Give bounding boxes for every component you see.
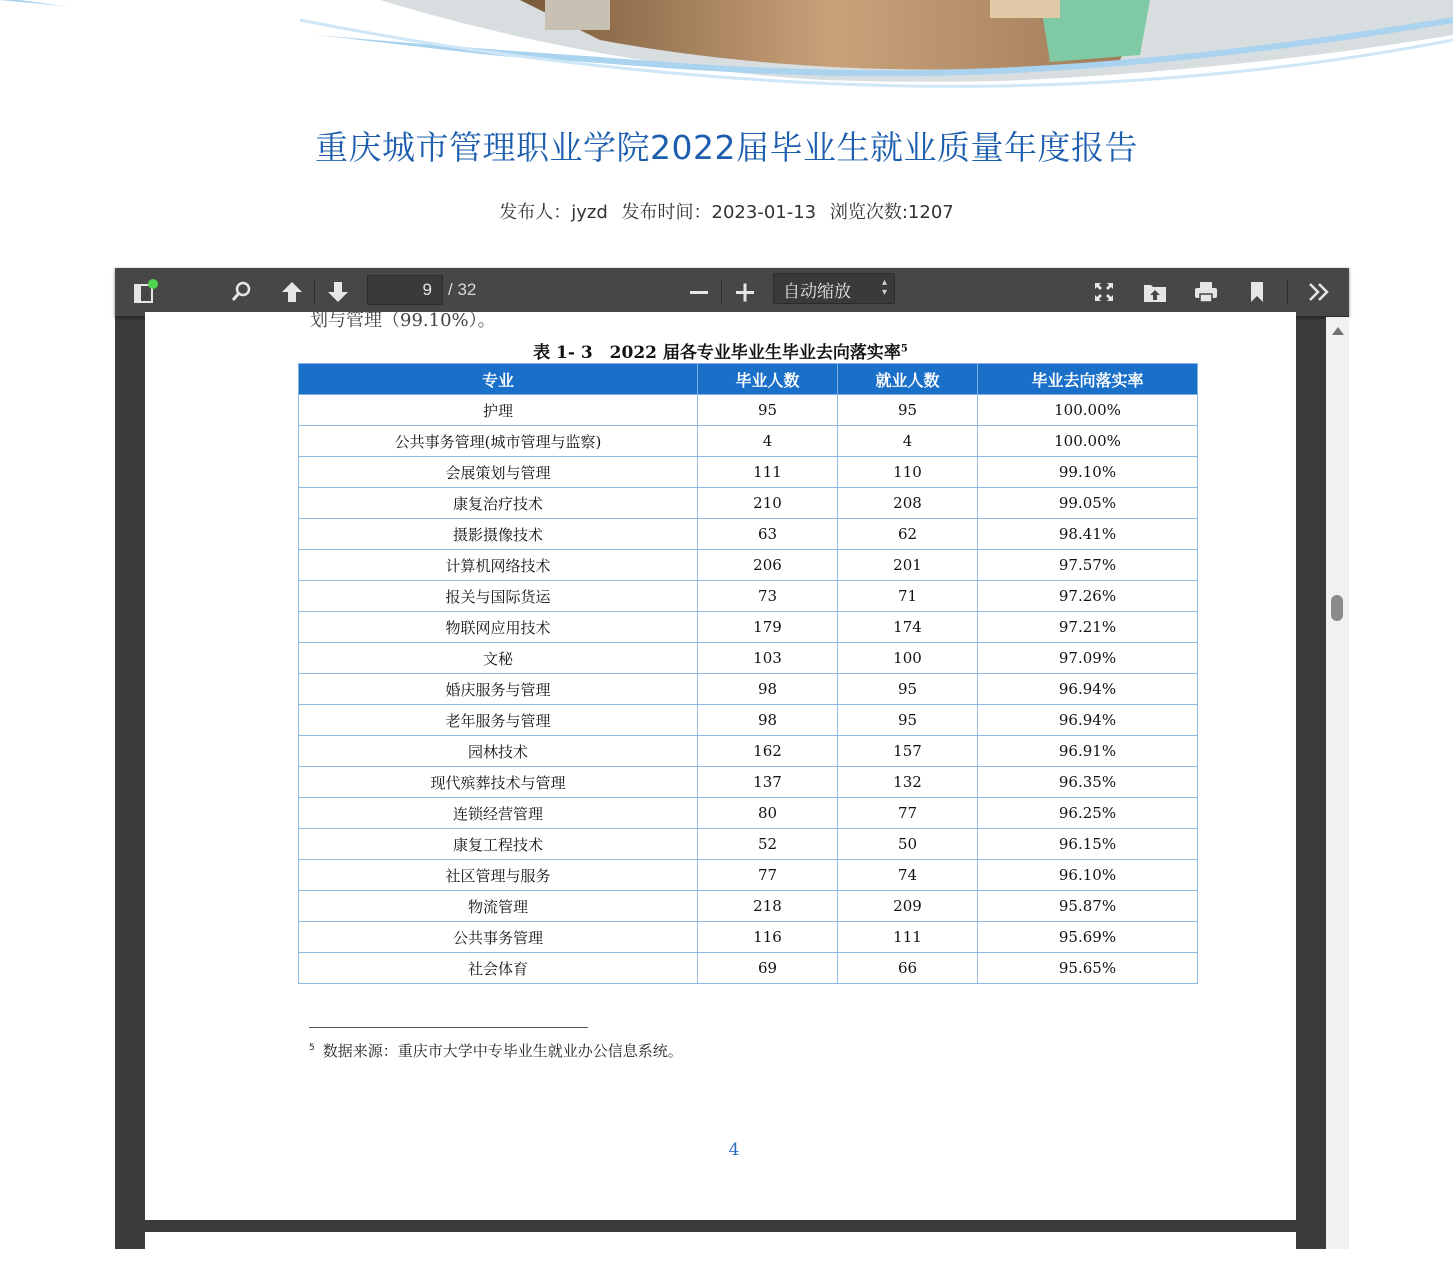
rate-cell: 95.65% [978,953,1198,984]
toolbar-separator [1287,280,1288,304]
publish-date: 发布时间：2023-01-13 [621,202,817,223]
pdf-toolbar [115,268,1349,317]
bookmark-icon [1247,280,1267,304]
employed-cell: 110 [838,457,978,488]
major-cell: 社区管理与服务 [299,860,698,891]
graduates-cell: 95 [698,395,838,426]
table-row [299,736,1198,767]
footnote-marker: 5 [309,1043,315,1053]
print-button[interactable] [1190,276,1222,308]
rate-cell: 100.00% [978,426,1198,457]
page-number-input[interactable] [367,275,443,305]
table-row [299,798,1198,829]
employment-rate-table [298,363,1198,984]
rate-cell: 99.05% [978,488,1198,519]
next-page-button[interactable] [322,276,354,308]
major-cell: 康复治疗技术 [299,488,698,519]
article-meta [0,198,1453,224]
partial-text-line: 划与管理（99.10%）。 [310,310,496,331]
scrollbar-thumb[interactable] [1331,595,1343,621]
tools-button[interactable] [1303,276,1335,308]
footnote-text: 数据来源：重庆市大学中专毕业生就业办公信息系统。 [322,1042,683,1060]
page-title: 重庆城市管理职业学院2022届毕业生就业质量年度报告 [315,128,1138,167]
employed-cell: 71 [838,581,978,612]
rate-cell: 96.15% [978,829,1198,860]
view-count: 浏览次数:1207 [829,202,954,223]
table-row [299,550,1198,581]
open-file-button[interactable] [1139,276,1171,308]
employed-cell: 132 [838,767,978,798]
table-row [299,488,1198,519]
table-body [299,395,1198,984]
zoom-in-button[interactable] [729,276,761,308]
table-row [299,767,1198,798]
table-row [299,705,1198,736]
select-arrows-icon: ▴ ▾ [881,277,887,298]
rate-cell: 98.41% [978,519,1198,550]
zoom-select[interactable] [773,273,895,304]
rate-cell: 96.25% [978,798,1198,829]
major-cell: 公共事务管理 [299,922,698,953]
employed-cell: 95 [838,674,978,705]
pdf-scroll-area[interactable] [115,310,1349,1249]
major-cell: 护理 [299,395,698,426]
pdf-viewer [115,268,1349,1249]
employed-cell: 208 [838,488,978,519]
header-banner [0,0,1453,92]
graduates-cell: 4 [698,426,838,457]
rate-cell: 99.10% [978,457,1198,488]
graduates-cell: 73 [698,581,838,612]
sidebar-icon [132,279,158,305]
major-cell: 连锁经营管理 [299,798,698,829]
find-button[interactable] [225,276,257,308]
toolbar-separator [721,280,722,304]
footnote-divider [309,1027,588,1028]
employed-cell: 111 [838,922,978,953]
pdf-page [145,312,1296,1220]
search-icon [229,280,253,304]
plus-icon [734,281,756,303]
employed-cell: 77 [838,798,978,829]
table-caption [145,338,1296,363]
employed-cell: 157 [838,736,978,767]
employed-cell: 50 [838,829,978,860]
graduates-cell: 69 [698,953,838,984]
table-row [299,953,1198,984]
table-row [299,581,1198,612]
sidebar-toggle-button[interactable] [129,276,161,308]
minus-icon [688,281,710,303]
pdf-page-number: 4 [728,1140,740,1160]
major-cell: 现代殡葬技术与管理 [299,767,698,798]
employed-cell: 95 [838,705,978,736]
rate-cell: 97.09% [978,643,1198,674]
rate-cell: 96.94% [978,705,1198,736]
previous-page-button[interactable] [276,276,308,308]
rate-cell: 96.10% [978,860,1198,891]
employed-cell: 4 [838,426,978,457]
table-caption-text: 表 1- 3 2022 届各专业毕业生毕业去向落实率 [533,343,901,363]
page-count: / 32 [448,280,477,299]
column-header: 毕业去向落实率 [978,364,1198,395]
table-row [299,891,1198,922]
bookmark-button[interactable] [1241,276,1273,308]
major-cell: 老年服务与管理 [299,705,698,736]
graduates-cell: 210 [698,488,838,519]
major-cell: 物流管理 [299,891,698,922]
graduates-cell: 218 [698,891,838,922]
employed-cell: 201 [838,550,978,581]
zoom-value: 自动缩放 [783,282,851,302]
major-cell: 报关与国际货运 [299,581,698,612]
major-cell: 摄影摄像技术 [299,519,698,550]
rate-cell: 96.35% [978,767,1198,798]
arrow-up-icon [280,280,304,304]
major-cell: 会展策划与管理 [299,457,698,488]
arrow-down-icon [326,280,350,304]
graduates-cell: 80 [698,798,838,829]
rate-cell: 95.69% [978,922,1198,953]
next-pdf-page [145,1232,1296,1272]
major-cell: 物联网应用技术 [299,612,698,643]
footnote [309,1040,683,1061]
rate-cell: 96.94% [978,674,1198,705]
open-file-icon [1142,280,1168,304]
employed-cell: 174 [838,612,978,643]
toolbar-separator [314,280,315,304]
vertical-scrollbar[interactable] [1326,317,1349,1249]
print-icon [1193,280,1219,304]
column-header: 专业 [299,364,698,395]
graduates-cell: 98 [698,705,838,736]
rate-cell: 100.00% [978,395,1198,426]
caption-footnote-ref: 5 [900,343,908,355]
major-cell: 计算机网络技术 [299,550,698,581]
zoom-out-button[interactable] [683,276,715,308]
scroll-up-arrow-icon[interactable] [1332,327,1344,335]
employed-cell: 95 [838,395,978,426]
graduates-cell: 103 [698,643,838,674]
double-chevron-right-icon [1307,280,1331,304]
column-header: 就业人数 [838,364,978,395]
major-cell: 园林技术 [299,736,698,767]
employed-cell: 100 [838,643,978,674]
employed-cell: 74 [838,860,978,891]
graduates-cell: 116 [698,922,838,953]
rate-cell: 97.57% [978,550,1198,581]
major-cell: 文秘 [299,643,698,674]
table-row [299,612,1198,643]
graduates-cell: 162 [698,736,838,767]
table-header-row [299,364,1198,395]
graduates-cell: 98 [698,674,838,705]
graduates-cell: 63 [698,519,838,550]
column-header: 毕业人数 [698,364,838,395]
table-row [299,922,1198,953]
table-row [299,829,1198,860]
graduates-cell: 137 [698,767,838,798]
employed-cell: 66 [838,953,978,984]
graduates-cell: 77 [698,860,838,891]
rate-cell: 97.21% [978,612,1198,643]
rate-cell: 95.87% [978,891,1198,922]
table-row [299,426,1198,457]
table-row [299,674,1198,705]
table-row [299,519,1198,550]
graduates-cell: 206 [698,550,838,581]
major-cell: 婚庆服务与管理 [299,674,698,705]
fullscreen-icon [1092,280,1116,304]
employed-cell: 209 [838,891,978,922]
publisher: 发布人：jyzd [499,202,608,223]
graduates-cell: 52 [698,829,838,860]
table-row [299,643,1198,674]
banner-image [0,0,1453,92]
table-row [299,860,1198,891]
major-cell: 公共事务管理(城市管理与监察) [299,426,698,457]
graduates-cell: 179 [698,612,838,643]
major-cell: 社会体育 [299,953,698,984]
graduates-cell: 111 [698,457,838,488]
table-row [299,457,1198,488]
table-row [299,395,1198,426]
employed-cell: 62 [838,519,978,550]
rate-cell: 96.91% [978,736,1198,767]
presentation-mode-button[interactable] [1088,276,1120,308]
major-cell: 康复工程技术 [299,829,698,860]
rate-cell: 97.26% [978,581,1198,612]
